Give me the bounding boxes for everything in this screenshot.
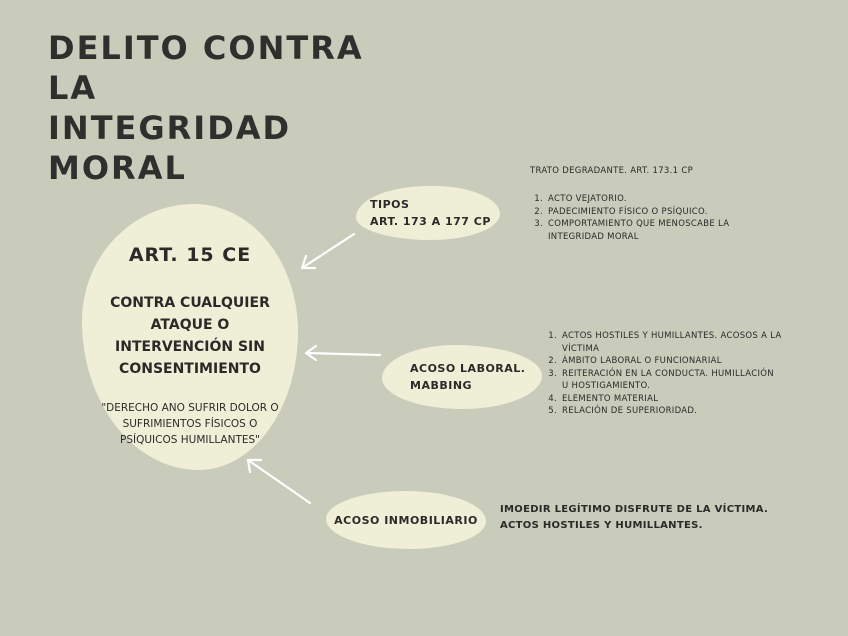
tipos-label: TIPOS — [370, 198, 410, 211]
acoso-inmobiliario-description — [500, 502, 800, 534]
acoso-inmobiliario-node — [326, 491, 486, 549]
main-subheading — [100, 292, 280, 380]
acoso-inmobiliario-label: ACOSO INMOBILIARIO — [334, 513, 478, 527]
list-item: 1. ACTOS HOSTILES Y HUMILLANTES. ACOSOS A LA VÍCTIMA — [560, 330, 782, 355]
list-item: 2. PADECIMIENTO FÍSICO O PSÍQUICO. — [546, 206, 768, 219]
main-concept-node — [82, 204, 298, 470]
main-quote-line: PSÍQUICOS HUMILLANTES" — [120, 434, 260, 446]
arrow-to-inmobiliario — [248, 460, 310, 503]
acoso-laboral-label: ACOSO LABORAL. — [410, 362, 526, 375]
acoso-laboral-node — [382, 345, 542, 409]
list-item: 4. ELEMENTO MATERIAL — [560, 393, 782, 406]
main-quote-line: SUFRIMIENTOS FÍSICOS O — [122, 418, 258, 430]
list-item: 3. REITERACIÓN EN LA CONDUCTA. HUMILLACIÓN U HOSTIGAMIENTO. — [560, 368, 782, 393]
main-quote-line: "DERECHO ANO SUFRIR DOLOR O — [101, 402, 279, 414]
description-line: ACTOS HOSTILES Y HUMILLANTES. — [500, 520, 703, 531]
main-sub-line: INTERVENCIÓN SIN — [115, 339, 265, 355]
main-heading: ART. 15 CE — [128, 244, 252, 266]
arrow-to-tipos — [302, 234, 354, 268]
tipos-articles: ART. 173 A 177 CP — [370, 215, 491, 228]
main-sub-line: ATAQUE O — [150, 317, 230, 333]
description-line: IMOEDIR LEGÍTIMO DISFRUTE DE LA VÍCTIMA. — [500, 504, 769, 515]
title-line-2: INTEGRIDAD MORAL — [48, 109, 292, 187]
trato-degradante-list — [528, 193, 768, 243]
main-sub-line: CONSENTIMIENTO — [119, 361, 261, 377]
list-item: 3. COMPORTAMIENTO QUE MENOSCABE LA INTEGRIDAD MORAL — [546, 218, 768, 243]
mabbing-label: MABBING — [410, 379, 473, 392]
acoso-laboral-list — [542, 330, 782, 418]
title-line-1: DELITO CONTRA LA — [48, 29, 364, 107]
tipos-node — [356, 186, 500, 240]
list-item: 5. RELACIÓN DE SUPERIORIDAD. — [560, 405, 782, 418]
main-quote — [82, 400, 298, 448]
list-item: 2. ÁMBITO LABORAL O FUNCIONARIAL — [560, 355, 782, 368]
arrow-to-laboral — [306, 353, 380, 355]
list-item: 1. ACTO VEJATORIO. — [546, 193, 768, 206]
main-sub-line: CONTRA CUALQUIER — [110, 295, 270, 311]
trato-degradante-heading: TRATO DEGRADANTE. ART. 173.1 CP — [530, 166, 693, 176]
